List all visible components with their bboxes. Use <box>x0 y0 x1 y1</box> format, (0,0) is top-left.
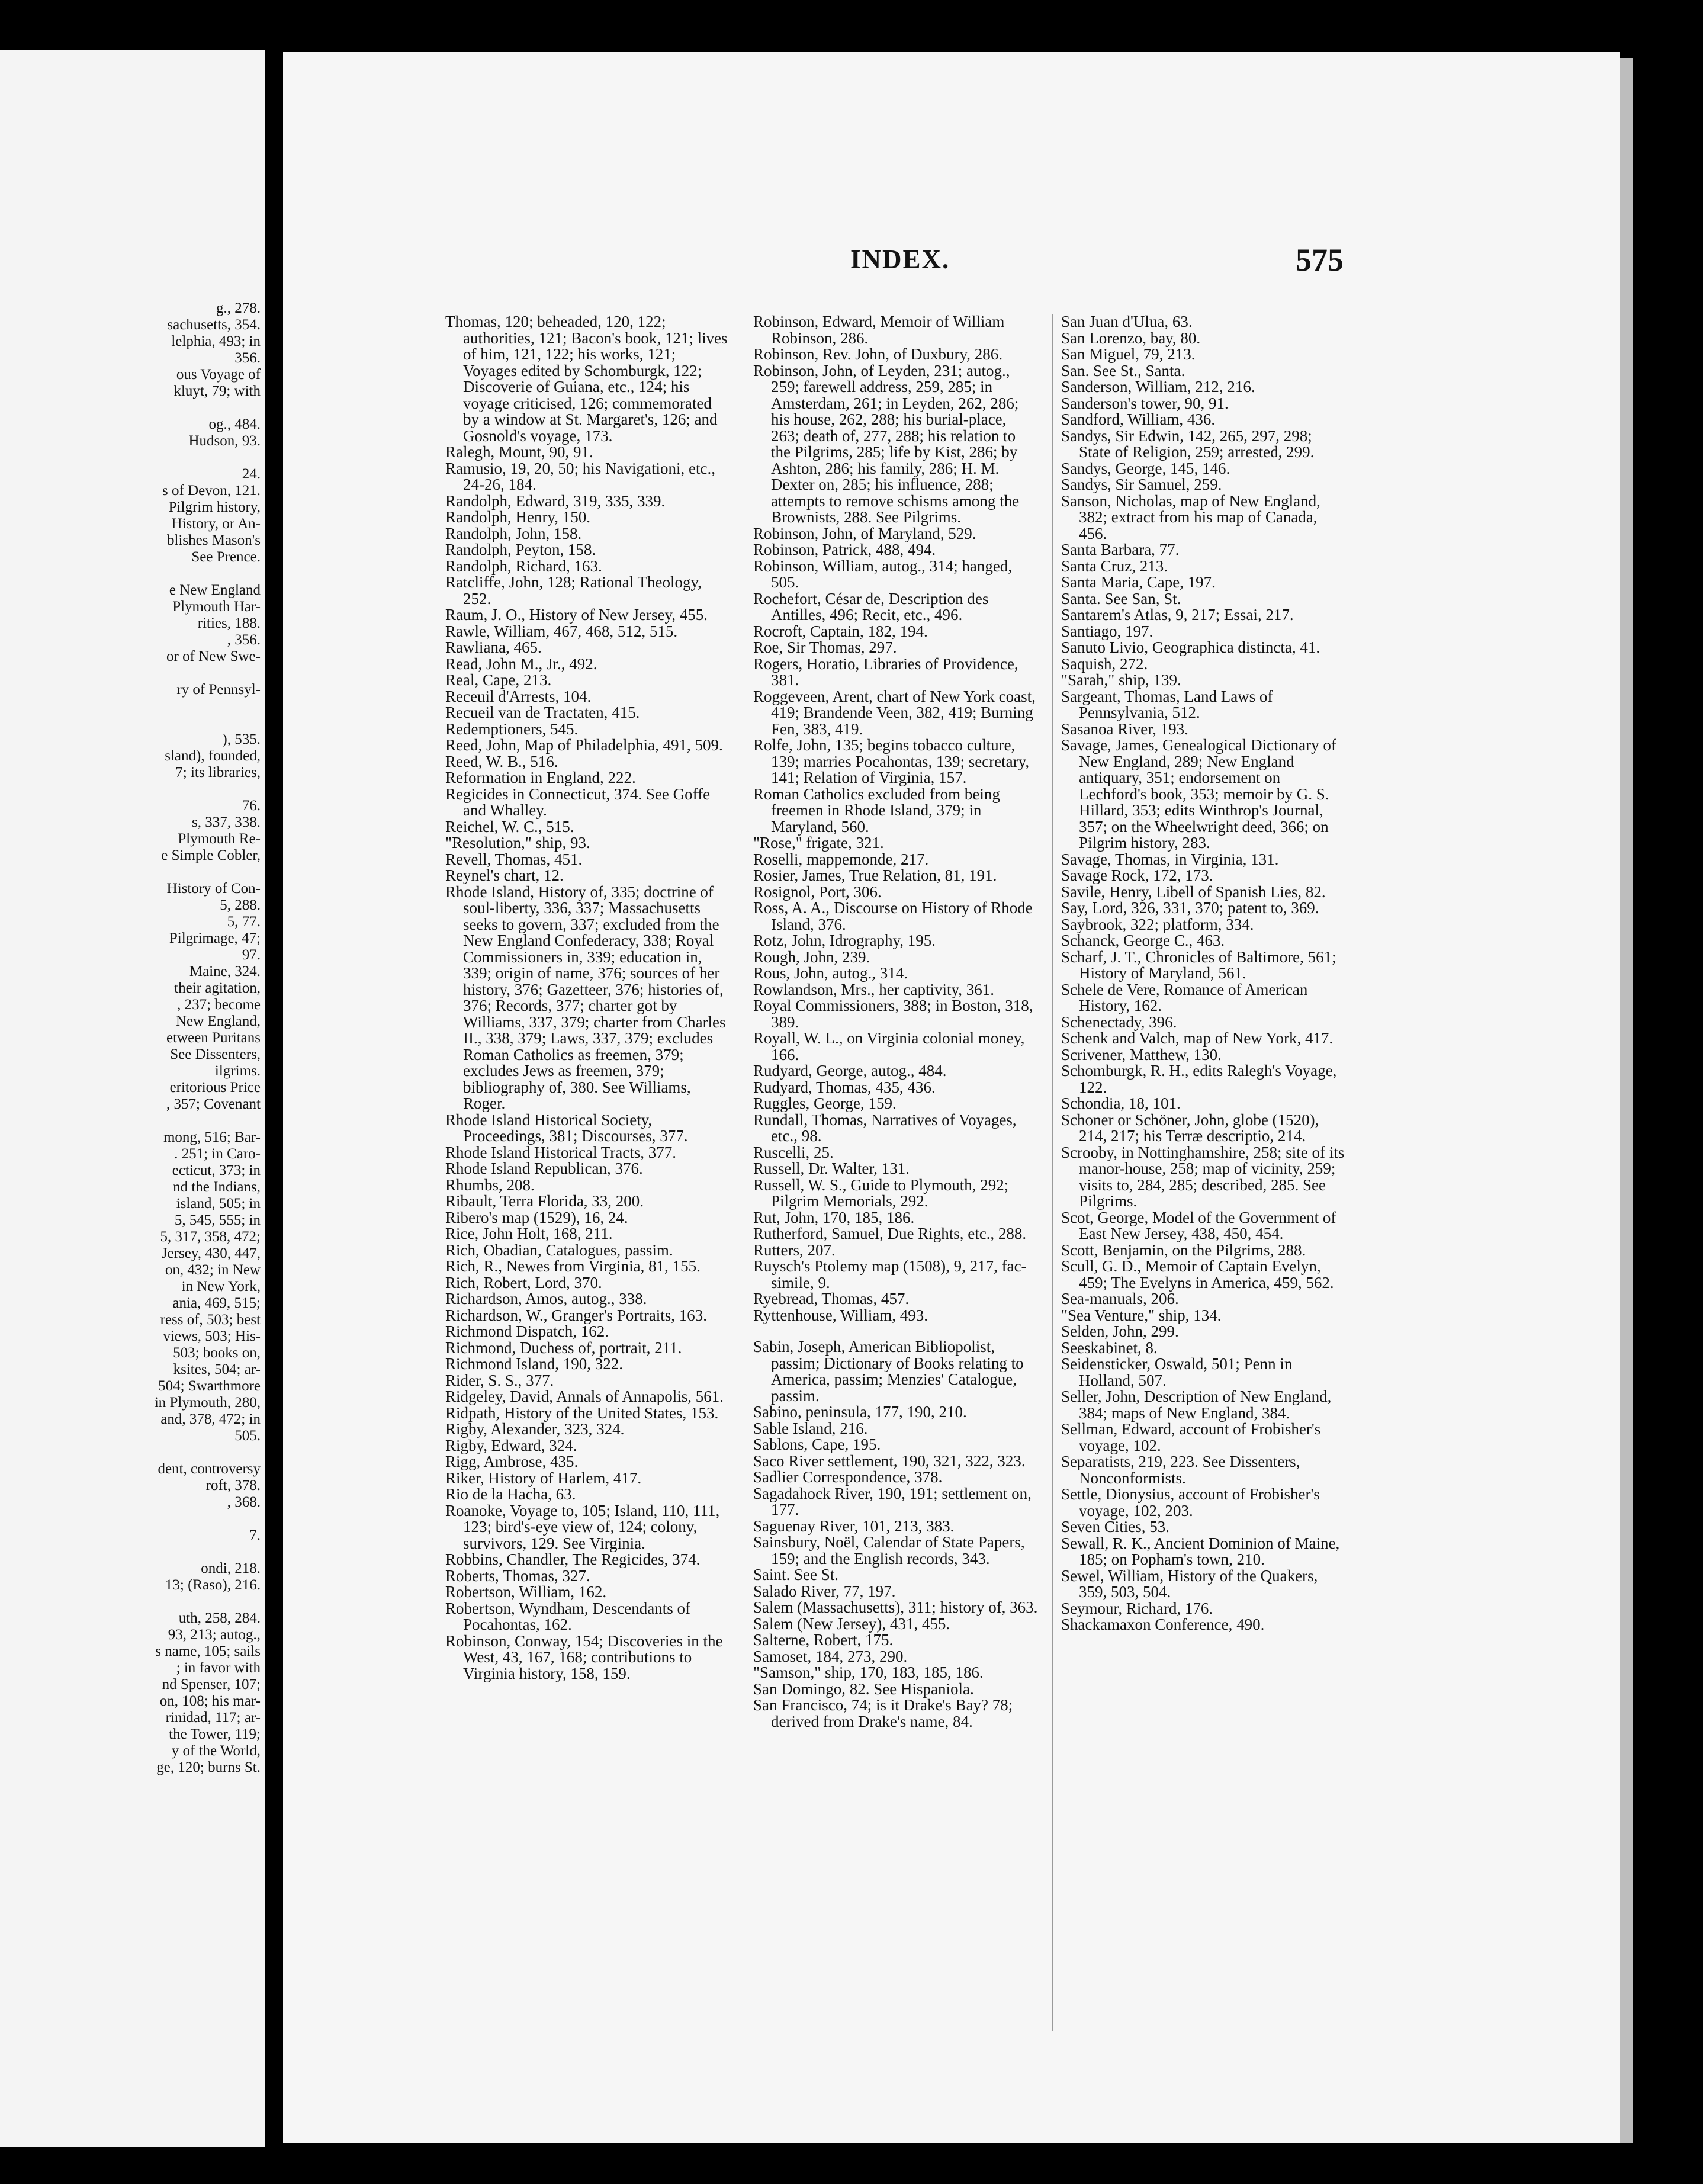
facing-page-line: in New York, <box>181 1279 261 1295</box>
index-entry: Robinson, John, of Maryland, 529. <box>753 524 976 542</box>
index-entry: Rio de la Hacha, 63. <box>445 1485 576 1503</box>
index-entry: Sandys, George, 145, 146. <box>1061 459 1230 477</box>
facing-page-line: 7. <box>249 1527 261 1543</box>
index-entry: Scrivener, Matthew, 130. <box>1061 1045 1222 1064</box>
facing-page-line: See Prence. <box>191 549 261 565</box>
index-entry: Samoset, 184, 273, 290. <box>753 1647 908 1665</box>
facing-page-line: s of Devon, 121. <box>162 483 261 499</box>
index-entry: Santa Cruz, 213. <box>1061 557 1168 575</box>
facing-page-line: uth, 258, 284. <box>178 1610 261 1626</box>
index-entry: Riker, History of Harlem, 417. <box>445 1469 642 1487</box>
index-entry: "Resolution," ship, 93. <box>445 834 590 852</box>
index-entry: Schondia, 18, 101. <box>1061 1094 1181 1112</box>
index-entry: San. See St., Santa. <box>1061 361 1185 380</box>
facing-page-line: views, 503; His- <box>163 1328 261 1344</box>
index-entry: Reed, John, Map of Philadelphia, 491, 509. <box>445 736 723 754</box>
index-entry: Rochefort, César de, Description des Antilles, 496; Recit, etc., 496. <box>753 589 989 624</box>
index-entry: Saint. See St. <box>753 1566 839 1584</box>
index-entry: Randolph, John, 158. <box>445 524 582 542</box>
facing-page-line: Maine, 324. <box>189 963 261 979</box>
index-entry: Royall, W. L., on Virginia colonial money, 166. <box>753 1029 1025 1064</box>
index-entry: San Miguel, 79, 213. <box>1061 345 1196 363</box>
index-entry: Saybrook, 322; platform, 334. <box>1061 915 1254 933</box>
entry-gap <box>753 1324 1039 1339</box>
facing-page-line: 5, 288. <box>220 897 261 913</box>
index-entry: Salado River, 77, 197. <box>753 1582 896 1600</box>
facing-page-line: 503; books on, <box>173 1345 261 1361</box>
index-entry: Schenectady, 396. <box>1061 1013 1177 1031</box>
index-entry: Say, Lord, 326, 331, 370; patent to, 369. <box>1061 899 1319 917</box>
index-entry: Savage, James, Genealogical Dictionary of New England, 289; New England antiquary, 351; endorsement on Lechford's book, 353; memoir by G. S. Hillard, 353; edits Winthrop's Journal, 357; on the Wheelwright deed, 366; on Pilgrim history, 283. <box>1061 736 1336 852</box>
facing-page-line: , 356. <box>227 632 261 648</box>
index-entry: Schoner or Schöner, John, globe (1520), 214, 217; his Terræ descriptio, 214. <box>1061 1110 1319 1145</box>
index-entry: Sasanoa River, 193. <box>1061 720 1188 738</box>
index-entry: Sellman, Edward, account of Frobisher's voyage, 102. <box>1061 1420 1321 1454</box>
index-entry: Sainsbury, Noël, Calendar of State Papers, 159; and the English records, 343. <box>753 1533 1025 1568</box>
index-entry: Rigby, Edward, 324. <box>445 1436 577 1454</box>
facing-page-line: sachusetts, 354. <box>167 317 261 333</box>
index-entry: Robinson, Patrick, 488, 494. <box>753 541 936 558</box>
facing-page-line: ksites, 504; ar- <box>173 1361 261 1377</box>
facing-page-line: y of the World, <box>171 1743 261 1759</box>
facing-page-line: 97. <box>242 947 261 963</box>
index-entry: Sablons, Cape, 195. <box>753 1435 881 1453</box>
facing-page-line: s name, 105; sails <box>155 1643 261 1659</box>
facing-page-line: History, or An- <box>171 516 261 532</box>
index-entry: Rutherford, Samuel, Due Rights, etc., 288. <box>753 1225 1027 1242</box>
index-entry: Roberts, Thomas, 327. <box>445 1566 590 1585</box>
index-entry: Rice, John Holt, 168, 211. <box>445 1225 613 1242</box>
index-entry: Seeskabinet, 8. <box>1061 1338 1158 1357</box>
index-entry: San Lorenzo, bay, 80. <box>1061 329 1201 347</box>
index-entry: Scott, Benjamin, on the Pilgrims, 288. <box>1061 1241 1306 1259</box>
facing-page-line: s, 337, 338. <box>192 814 261 830</box>
index-column-left <box>445 314 730 1682</box>
facing-page-line: 13; (Raso), 216. <box>165 1577 261 1593</box>
index-entry: Salem (Massachusetts), 311; history of, 363. <box>753 1598 1038 1616</box>
index-entry: Ross, A. A., Discourse on History of Rhode Island, 376. <box>753 899 1033 933</box>
index-entry: Santa Maria, Cape, 197. <box>1061 573 1216 591</box>
facing-page-line: rinidad, 117; ar- <box>165 1710 261 1726</box>
index-entry: Read, John M., Jr., 492. <box>445 654 597 673</box>
index-entry: Richmond Dispatch, 162. <box>445 1322 609 1340</box>
facing-page-line: e Simple Cobler, <box>161 847 261 863</box>
facing-page-line: e New England <box>169 582 261 598</box>
facing-page-line: 24. <box>242 466 261 482</box>
index-entry: Ramusio, 19, 20, 50; his Navigationi, etc., 24-26, 184. <box>445 459 715 493</box>
facing-page-line: and, 378, 472; in <box>160 1411 261 1427</box>
index-entry: Ralegh, Mount, 90, 91. <box>445 443 593 461</box>
index-entry: Rhode Island Historical Tracts, 377. <box>445 1143 676 1161</box>
index-entry: Shackamaxon Conference, 490. <box>1061 1615 1265 1633</box>
index-entry: San Francisco, 74; is it Drake's Bay? 78; derived from Drake's name, 84. <box>753 1696 1013 1730</box>
index-entry: Rundall, Thomas, Narratives of Voyages, etc., 98. <box>753 1110 1017 1145</box>
index-entry: Seller, John, Description of New England, 384; maps of New England, 384. <box>1061 1388 1332 1422</box>
facing-page-line: island, 505; in <box>176 1196 261 1212</box>
index-entry: Rhode Island, History of, 335; doctrine of soul-liberty, 336, 337; Massachusetts seeks to govern, 337; excluded from the New England Confederacy, 338; Royal Commissioners in, 339; education in, 339; origin of name, 376; sources of her history, 376; Gazetteer, 376; histories of, 376; Records, 377; charter got by Williams, 337, 379; charter from Charles II., 338, 379; Laws, 337, 379; excludes Roman Catholics as freemen, 379; excludes Jews as freemen, 379; bibliography of, 380. See Williams, Roger. <box>445 882 726 1112</box>
index-entry: Rich, Obadian, Catalogues, passim. <box>445 1241 673 1259</box>
index-entry: Richmond Island, 190, 322. <box>445 1355 623 1373</box>
facing-page-line: ilgrims. <box>214 1063 261 1079</box>
index-entry: Savile, Henry, Libell of Spanish Lies, 82. <box>1061 882 1326 901</box>
index-entry: Ruggles, George, 159. <box>753 1094 897 1112</box>
facing-page-line: History of Con- <box>166 881 261 897</box>
index-entry: Rigby, Alexander, 323, 324. <box>445 1420 625 1438</box>
index-entry: Robinson, Rev. John, of Duxbury, 286. <box>753 345 1002 363</box>
index-entry: Santiago, 197. <box>1061 622 1153 640</box>
facing-page-line: 505. <box>234 1428 261 1444</box>
facing-page-line: the Tower, 119; <box>169 1726 261 1742</box>
index-entry: Savage Rock, 172, 173. <box>1061 866 1213 884</box>
index-entry: Sanderson, William, 212, 216. <box>1061 378 1255 396</box>
index-entry: Roggeveen, Arent, chart of New York coast, 419; Brandende Veen, 382, 419; Burning Fen, 383, 419. <box>753 687 1036 738</box>
index-entry: Scull, G. D., Memoir of Captain Evelyn, 459; The Evelyns in America, 459, 562. <box>1061 1257 1334 1292</box>
facing-page-line: in Plymouth, 280, <box>154 1395 261 1411</box>
index-entry: Sewall, R. K., Ancient Dominion of Maine, 185; on Popham's town, 210. <box>1061 1534 1340 1568</box>
facing-page-line: New England, <box>175 1013 261 1029</box>
facing-page-line: 7; its libraries, <box>175 765 261 781</box>
facing-page-line: 5, 317, 358, 472; <box>160 1229 261 1245</box>
facing-page-line: , 368. <box>227 1494 261 1510</box>
facing-page-line: mong, 516; Bar- <box>163 1129 261 1145</box>
index-entry: Ryttenhouse, William, 493. <box>753 1306 928 1324</box>
index-entry: Santarem's Atlas, 9, 217; Essai, 217. <box>1061 606 1294 624</box>
facing-page-line: ress of, 503; best <box>160 1312 261 1328</box>
index-entry: Robertson, William, 162. <box>445 1583 607 1601</box>
index-entry: Roselli, mappemonde, 217. <box>753 850 929 868</box>
index-entry: Santa Barbara, 77. <box>1061 541 1180 558</box>
index-entry: Rhode Island Historical Society, Proceedings, 381; Discourses, 377. <box>445 1110 688 1145</box>
index-entry: Russell, W. S., Guide to Plymouth, 292; Pilgrim Memorials, 292. <box>753 1175 1009 1210</box>
page-header-title: INDEX. <box>850 245 950 274</box>
facing-page-line: 5, 77. <box>227 914 261 930</box>
index-entry: Recueil van de Tractaten, 415. <box>445 704 640 721</box>
index-entry: Redemptioners, 545. <box>445 720 579 738</box>
index-entry: Receuil d'Arrests, 104. <box>445 687 592 705</box>
facing-page-line: g., 278. <box>216 300 261 316</box>
index-entry: Schomburgk, R. H., edits Ralegh's Voyage, 122. <box>1061 1062 1337 1096</box>
index-entry: "Sea Venture," ship, 134. <box>1061 1306 1222 1324</box>
index-entry: Rutters, 207. <box>753 1241 836 1259</box>
facing-page-line: Pilgrim history, <box>168 499 261 515</box>
facing-page-line: , 357; Covenant <box>166 1096 261 1112</box>
index-entry: Rider, S. S., 377. <box>445 1371 554 1389</box>
index-entry: Rosignol, Port, 306. <box>753 882 882 901</box>
index-entry: Rudyard, Thomas, 435, 436. <box>753 1078 936 1096</box>
index-entry: Salterne, Robert, 175. <box>753 1631 894 1649</box>
index-entry: Sanson, Nicholas, map of New England, 382; extract from his map of Canada, 456. <box>1061 492 1320 542</box>
facing-page-line: 504; Swarthmore <box>158 1378 261 1394</box>
index-entry: Reichel, W. C., 515. <box>445 817 574 836</box>
index-entry: Ridpath, History of the United States, 153. <box>445 1403 719 1422</box>
facing-page-line: 356. <box>234 350 261 366</box>
index-entry: Roanoke, Voyage to, 105; Island, 110, 111, 123; bird's-eye view of, 124; colony, survivors, 129. See Virginia. <box>445 1501 720 1552</box>
index-entry: Sewel, William, History of the Quakers, 359, 503, 504. <box>1061 1566 1318 1601</box>
column-rule <box>1052 314 1053 2031</box>
index-entry: Raum, J. O., History of New Jersey, 455. <box>445 606 708 624</box>
index-entry: Sabin, Joseph, American Bibliopolist, passim; Dictionary of Books relating to America, passim; Menzies' Catalogue, passim. <box>753 1338 1024 1405</box>
facing-page-line: Pilgrimage, 47; <box>169 930 261 946</box>
index-entry: Reformation in England, 222. <box>445 769 636 786</box>
index-entry: Rhumbs, 208. <box>445 1175 535 1194</box>
index-entry: Sandys, Sir Edwin, 142, 265, 297, 298; State of Religion, 259; arrested, 299. <box>1061 426 1315 461</box>
index-entry: Scot, George, Model of the Government of East New Jersey, 438, 450, 454. <box>1061 1208 1336 1242</box>
index-entry: Robinson, Conway, 154; Discoveries in the West, 43, 167, 168; contributions to Virginia history, 158, 159. <box>445 1631 723 1682</box>
facing-page-line: . 251; in Caro- <box>174 1146 261 1162</box>
index-entry: Sargeant, Thomas, Land Laws of Pennsylvania, 512. <box>1061 687 1273 721</box>
page-number: 575 <box>1296 242 1344 278</box>
index-entry: Rich, R., Newes from Virginia, 81, 155. <box>445 1257 701 1275</box>
index-entry: Rut, John, 170, 185, 186. <box>753 1208 915 1226</box>
index-entry: Ribero's map (1529), 16, 24. <box>445 1208 628 1226</box>
index-entry: Separatists, 219, 223. See Dissenters, Nonconformists. <box>1061 1453 1300 1487</box>
index-entry: Rigg, Ambrose, 435. <box>445 1453 579 1470</box>
index-entry: Saguenay River, 101, 213, 383. <box>753 1517 955 1535</box>
index-entry: Seymour, Richard, 176. <box>1061 1599 1213 1617</box>
index-entry: Rawliana, 465. <box>445 638 542 656</box>
index-entry: Rotz, John, Idrography, 195. <box>753 932 936 949</box>
facing-page-line: 76. <box>242 798 261 814</box>
index-entry: Saquish, 272. <box>1061 654 1148 673</box>
facing-page-fragment <box>0 50 265 2147</box>
facing-page-line: ry of Pennsyl- <box>176 682 261 698</box>
index-entry: Richardson, W., Granger's Portraits, 163. <box>445 1306 708 1324</box>
facing-page-line: 5, 545, 555; in <box>174 1212 261 1228</box>
index-entry: "Rose," frigate, 321. <box>753 834 884 852</box>
index-entry: Reed, W. B., 516. <box>445 752 558 770</box>
index-entry: Scrooby, in Nottinghamshire, 258; site of its manor-house, 258; map of vicinity, 259; visits to, 284, 285; described, 285. See Pilgrims. <box>1061 1143 1345 1210</box>
index-entry: Reynel's chart, 12. <box>445 866 564 884</box>
index-entry: Rhode Island Republican, 376. <box>445 1160 643 1177</box>
index-entry: Robertson, Wyndham, Descendants of Pocahontas, 162. <box>445 1599 691 1633</box>
facing-page-line: ), 535. <box>222 731 261 747</box>
index-entry: Schele de Vere, Romance of American History, 162. <box>1061 980 1308 1014</box>
index-entry: Ruysch's Ptolemy map (1508), 9, 217, fac-simile, 9. <box>753 1257 1027 1292</box>
index-entry: Seven Cities, 53. <box>1061 1518 1169 1536</box>
index-entry: Rous, John, autog., 314. <box>753 964 908 982</box>
index-entry: Salem (New Jersey), 431, 455. <box>753 1614 950 1633</box>
index-entry: Roman Catholics excluded from being freemen in Rhode Island, 379; in Maryland, 560. <box>753 785 1000 836</box>
index-entry: Sandys, Sir Samuel, 259. <box>1061 476 1222 493</box>
index-entry: Scharf, J. T., Chronicles of Baltimore, 561; History of Maryland, 561. <box>1061 948 1336 982</box>
facing-page-line: ondi, 218. <box>201 1560 261 1576</box>
facing-page-line: See Dissenters, <box>170 1046 261 1062</box>
facing-page-line: , 237; become <box>177 997 261 1013</box>
index-entry: Robbins, Chandler, The Regicides, 374. <box>445 1550 701 1568</box>
index-entry: Schenk and Valch, map of New York, 417. <box>1061 1029 1334 1047</box>
index-entry: Sabino, peninsula, 177, 190, 210. <box>753 1403 967 1421</box>
facing-page-line: roft, 378. <box>205 1478 261 1494</box>
index-entry: Sadlier Correspondence, 378. <box>753 1468 943 1486</box>
index-entry: Richardson, Amos, autog., 338. <box>445 1290 647 1308</box>
index-entry: "Sarah," ship, 139. <box>1061 671 1181 689</box>
index-entry: Savage, Thomas, in Virginia, 131. <box>1061 850 1279 868</box>
facing-page-line: og., 484. <box>208 416 261 432</box>
index-entry: Robinson, John, of Leyden, 231; autog., 259; farewell address, 259, 285; in Amsterdam, 261; in Leyden, 262, 286; his house, 262, 288; his burial-place, 263; death of, 277, 288; his relation to the Pilgrims, 285; life by Kist, 286; by Ashton, 286; his family, 286; H. M. Dexter on, 285; his influence, 288; attempts to remove schisms among the Brownists, 288. See Pilgrims. <box>753 361 1020 526</box>
index-entry: Richmond, Duchess of, portrait, 211. <box>445 1338 682 1357</box>
index-entry: Schanck, George C., 463. <box>1061 932 1225 949</box>
index-entry: Rough, John, 239. <box>753 948 870 966</box>
index-column-middle <box>753 314 1039 1730</box>
index-entry: Rowlandson, Mrs., her captivity, 361. <box>753 980 994 998</box>
index-entry: Sanderson's tower, 90, 91. <box>1061 394 1229 412</box>
index-entry: Randolph, Edward, 319, 335, 339. <box>445 492 666 510</box>
index-entry: Ribault, Terra Florida, 33, 200. <box>445 1192 644 1210</box>
index-entry: Russell, Dr. Walter, 131. <box>753 1160 910 1177</box>
index-entry: Sagadahock River, 190, 191; settlement on, 177. <box>753 1484 1032 1518</box>
index-entry: Seidensticker, Oswald, 501; Penn in Holland, 507. <box>1061 1355 1293 1389</box>
index-entry: Robinson, Edward, Memoir of William Robinson, 286. <box>753 313 1005 347</box>
index-entry: Real, Cape, 213. <box>445 671 552 689</box>
index-entry: San Juan d'Ulua, 63. <box>1061 313 1193 330</box>
index-entry: Ratcliffe, John, 128; Rational Theology, 252. <box>445 573 702 608</box>
facing-page-line: dent, controversy <box>158 1461 261 1477</box>
index-entry: Saco River settlement, 190, 321, 322, 323. <box>753 1451 1026 1470</box>
index-entry: Rawle, William, 467, 468, 512, 515. <box>445 622 678 640</box>
index-entry: "Samson," ship, 170, 183, 185, 186. <box>753 1663 984 1681</box>
facing-page-line: lelphia, 493; in <box>171 333 261 349</box>
facing-page-line: on, 432; in New <box>165 1262 261 1278</box>
index-entry: Rich, Robert, Lord, 370. <box>445 1273 602 1292</box>
index-entry: San Domingo, 82. See Hispaniola. <box>753 1679 974 1698</box>
facing-page-line: on, 108; his mar- <box>159 1693 261 1709</box>
index-entry: Roe, Sir Thomas, 297. <box>753 638 897 656</box>
facing-page-line: ; in favor with <box>176 1660 261 1676</box>
facing-page-line: or of New Swe- <box>166 648 261 664</box>
facing-page-line: ge, 120; burns St. <box>156 1759 261 1775</box>
index-entry: Rocroft, Captain, 182, 194. <box>753 622 928 640</box>
index-entry: Thomas, 120; beheaded, 120, 122; authorities, 121; Bacon's book, 121; lives of him, 121, 122; his works, 121; Voyages edited by Schomburgk, 122; Discoverie of Guiana, etc., 124; his voyage criticised, 126; commemorated by a window at St. Margaret's, 126; and Gosnold's voyage, 173. <box>445 313 728 445</box>
facing-page-line: their agitation, <box>174 980 261 996</box>
facing-page-line: ania, 469, 515; <box>172 1295 261 1311</box>
index-entry: Ryebread, Thomas, 457. <box>753 1290 910 1308</box>
index-entry: Randolph, Peyton, 158. <box>445 541 596 558</box>
index-entry: Sanuto Livio, Geographica distincta, 41. <box>1061 638 1320 656</box>
page-edge-shadow <box>1620 58 1633 2143</box>
facing-page-line: Jersey, 430, 447, <box>161 1245 261 1261</box>
index-entry: Rudyard, George, autog., 484. <box>753 1062 947 1080</box>
index-entry: Sea-manuals, 206. <box>1061 1290 1179 1308</box>
facing-page-line: sland), founded, <box>165 748 261 764</box>
facing-page-line: nd Spenser, 107; <box>162 1676 261 1692</box>
index-entry: Rogers, Horatio, Libraries of Providence, 381. <box>753 654 1018 689</box>
facing-page-line: nd the Indians, <box>173 1179 261 1195</box>
facing-page-line: etween Puritans <box>166 1030 261 1046</box>
facing-page-line: Plymouth Re- <box>178 831 261 847</box>
facing-page-line: kluyt, 79; with <box>173 383 261 399</box>
index-entry: Settle, Dionysius, account of Frobisher's voyage, 102, 203. <box>1061 1485 1320 1520</box>
facing-page-line: eritorious Price <box>169 1080 261 1096</box>
index-entry: Revell, Thomas, 451. <box>445 850 583 868</box>
index-entry: Sandford, William, 436. <box>1061 410 1216 428</box>
facing-page-line: blishes Mason's <box>167 532 261 548</box>
facing-page-line: Hudson, 93. <box>188 433 261 449</box>
index-entry: Santa. See San, St. <box>1061 589 1181 608</box>
facing-page-line: Plymouth Har- <box>172 599 261 615</box>
index-entry: Rolfe, John, 135; begins tobacco culture, 139; marries Pocahontas, 139; secretary, 141; Relation of Virginia, 157. <box>753 736 1030 786</box>
index-entry: Randolph, Henry, 150. <box>445 508 590 526</box>
index-entry: Robinson, William, autog., 314; hanged, 505. <box>753 557 1013 591</box>
index-entry: Royal Commissioners, 388; in Boston, 318, 389. <box>753 997 1033 1031</box>
index-column-right <box>1061 314 1345 1633</box>
facing-page-line: rities, 188. <box>197 615 261 631</box>
index-entry: Regicides in Connecticut, 374. See Goffe and Whalley. <box>445 785 711 819</box>
facing-page-line: 93, 213; autog., <box>168 1627 261 1643</box>
facing-page-line: ous Voyage of <box>176 367 261 383</box>
index-entry: Sable Island, 216. <box>753 1419 868 1437</box>
index-entry: Rosier, James, True Relation, 81, 191. <box>753 866 997 884</box>
index-entry: Ridgeley, David, Annals of Annapolis, 561. <box>445 1388 724 1405</box>
index-entry: Selden, John, 299. <box>1061 1322 1179 1340</box>
index-entry: Randolph, Richard, 163. <box>445 557 602 575</box>
facing-page-line: ecticut, 373; in <box>172 1162 261 1178</box>
index-entry: Ruscelli, 25. <box>753 1143 834 1161</box>
